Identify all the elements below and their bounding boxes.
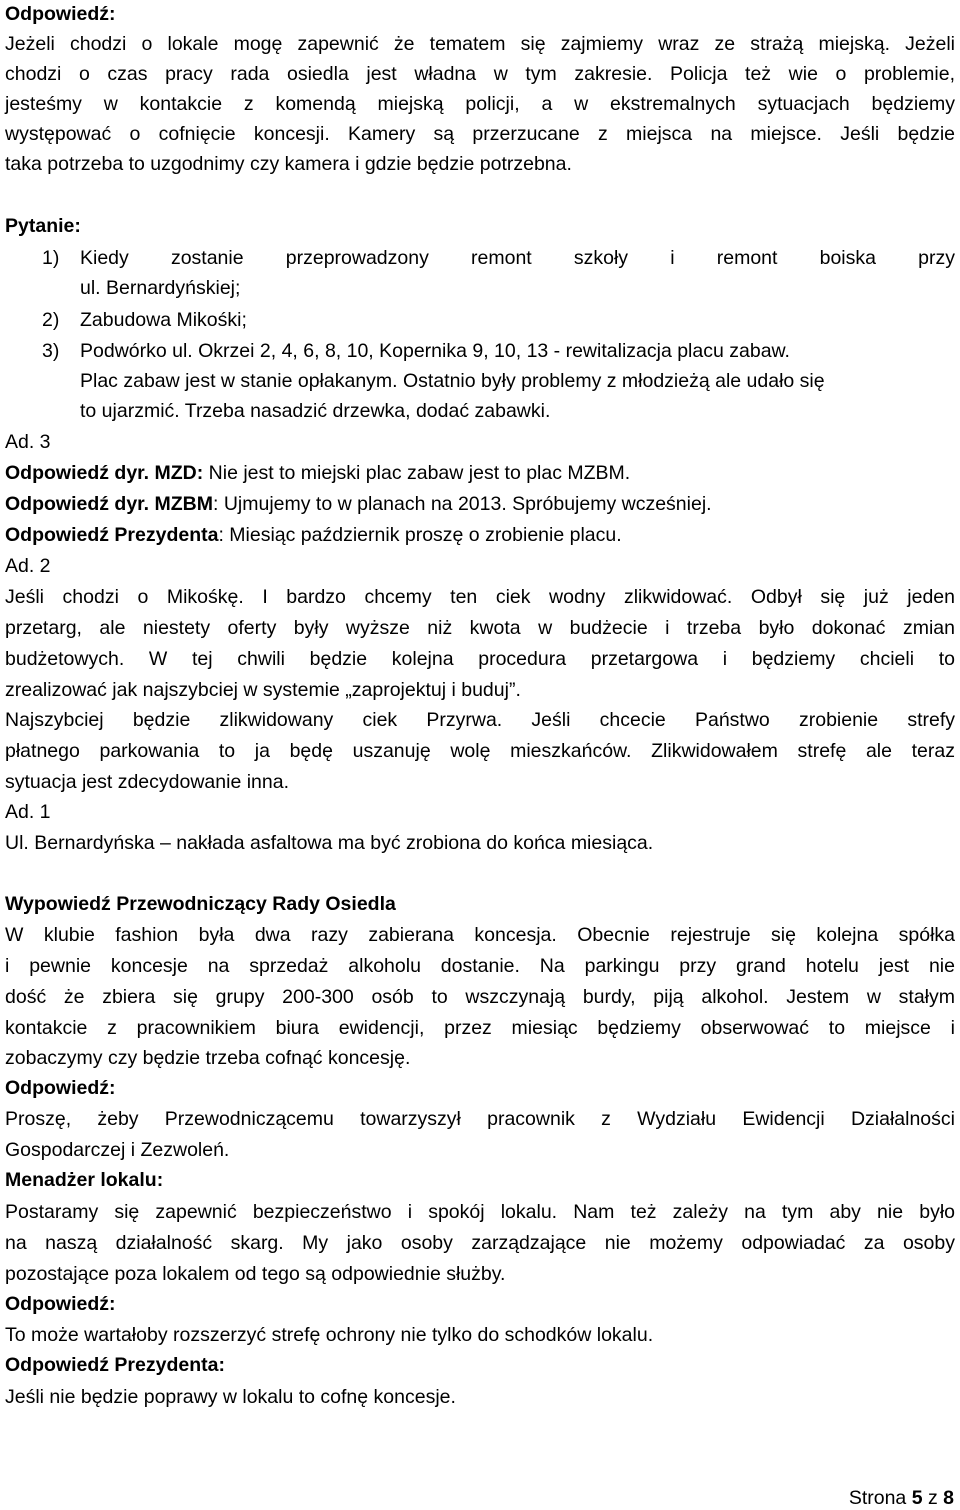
paragraph-line: płatnego parkowania to ja będę uszanuję wolę mieszkańców. Zlikwidowałem strefę ale teraz bbox=[5, 740, 955, 762]
page-number bbox=[849, 1486, 954, 1510]
paragraph-line: pozostające poza lokalem od tego są odpowiednie służby. bbox=[5, 1263, 506, 1285]
paragraph-line: zrealizować jak najszybciej w systemie „zaprojektuj i buduj”. bbox=[5, 679, 521, 701]
paragraph-line: występować o cofnięcie koncesji. Kamery są przerzucane z miejsca na miejsce. Jeśli będzie bbox=[5, 123, 955, 145]
paragraph-line: jesteśmy w kontakcie z komendą miejską policji, a w ekstremalnych sytuacjach będziemy bbox=[5, 93, 955, 115]
answer-label: Odpowiedź: bbox=[5, 1077, 116, 1099]
paragraph-line: To może wartałoby rozszerzyć strefę ochrony nie tylko do schodków lokalu. bbox=[5, 1324, 654, 1346]
paragraph-line: budżetowych. W tej chwili będzie kolejna procedura przetargowa i będziemy chcieli to bbox=[5, 648, 955, 670]
paragraph-line: Jeżeli chodzi o lokale mogę zapewnić że tematem się zajmiemy wraz ze strażą miejską. Jeżeli bbox=[5, 33, 955, 55]
section-marker: Ad. 1 bbox=[5, 801, 51, 823]
current-page: 5 bbox=[911, 1487, 923, 1509]
list-item-continuation: ul. Bernardyńskiej; bbox=[80, 277, 241, 299]
page-number-text: Strona bbox=[848, 1487, 912, 1509]
list-number: 1) bbox=[42, 247, 60, 269]
list-number: 3) bbox=[42, 340, 60, 362]
paragraph-line: W klubie fashion była dwa razy zabierana koncesja. Obecnie rejestruje się kolejna spółka bbox=[5, 924, 955, 946]
section-heading: Wypowiedź Przewodniczący Rady Osiedla bbox=[5, 893, 396, 915]
president-answer-label: Odpowiedź Prezydenta bbox=[5, 524, 219, 546]
total-pages: 8 bbox=[943, 1487, 954, 1509]
list-item-continuation: to ujarzmić. Trzeba nasadzić drzewka, dodać zabawki. bbox=[80, 400, 551, 422]
list-item: Podwórko ul. Okrzei 2, 4, 6, 8, 10, Kopernika 9, 10, 13 - rewitalizacja placu zabaw. bbox=[80, 340, 790, 362]
answer-label: Odpowiedź: bbox=[5, 3, 116, 25]
president-answer-label: Odpowiedź Prezydenta: bbox=[5, 1354, 225, 1376]
paragraph-line: dość że zbiera się grupy 200-300 osób to wszczynają burdy, piją alkohol. Jestem w stałym bbox=[5, 986, 955, 1008]
mzd-answer-text: Nie jest to miejski plac zabaw jest to plac MZBM. bbox=[203, 462, 631, 484]
paragraph-line: Jeśli chodzi o Mikośkę. I bardzo chcemy ten ciek wodny zlikwidować. Odbył się już jeden bbox=[5, 586, 955, 608]
question-label: Pytanie: bbox=[5, 215, 81, 237]
paragraph-line: taka potrzeba to uzgodnimy czy kamera i gdzie będzie potrzebna. bbox=[5, 153, 572, 175]
mzbm-answer bbox=[5, 492, 955, 516]
list-item-continuation: Plac zabaw jest w stanie opłakanym. Ostatnio były problemy z młodzieżą ale udało się bbox=[80, 370, 825, 392]
paragraph-line: zobaczymy czy będzie trzeba cofnąć koncesję. bbox=[5, 1047, 411, 1069]
paragraph-line: Najszybciej będzie zlikwidowany ciek Przyrwa. Jeśli chcecie Państwo zrobienie strefy bbox=[5, 709, 955, 731]
president-answer-text: : Miesiąc październik proszę o zrobienie placu. bbox=[218, 524, 622, 546]
section-marker: Ad. 3 bbox=[5, 431, 51, 453]
president-answer bbox=[5, 523, 955, 547]
mzd-answer bbox=[5, 461, 955, 485]
paragraph-line: kontakcie z pracownikiem biura ewidencji, przez miesiąc będziemy obserwować to miejsce i bbox=[5, 1017, 955, 1039]
paragraph-line: sytuacja jest zdecydowanie inna. bbox=[5, 771, 289, 793]
mzbm-answer-text: : Ujmujemy to w planach na 2013. Spróbujemy wcześniej. bbox=[213, 493, 712, 515]
page-number-sep: z bbox=[922, 1487, 944, 1509]
paragraph-line: Ul. Bernardyńska – nakłada asfaltowa ma być zrobiona do końca miesiąca. bbox=[5, 832, 654, 854]
list-item: Kiedy zostanie przeprowadzony remont szkoły i remont boiska przy bbox=[80, 247, 955, 269]
section-marker: Ad. 2 bbox=[5, 555, 51, 577]
paragraph-line: Gospodarczej i Zezwoleń. bbox=[5, 1139, 230, 1161]
paragraph-line: Postaramy się zapewnić bezpieczeństwo i spokój lokalu. Nam też zależy na tym aby nie było bbox=[5, 1201, 955, 1223]
list-item: Zabudowa Mikośki; bbox=[80, 309, 247, 331]
mzd-answer-label: Odpowiedź dyr. MZD: bbox=[5, 462, 204, 484]
paragraph-line: na naszą działalność skarg. My jako osoby zarządzające nie możemy odpowiadać za osoby bbox=[5, 1232, 955, 1254]
manager-label: Menadżer lokalu: bbox=[5, 1169, 164, 1191]
paragraph-line: przetarg, ale niestety oferty były wyższe niż kwota w budżecie i trzeba było dokonać zmian bbox=[5, 617, 955, 639]
paragraph-line: chodzi o czas pracy rada osiedla jest władna w tym zakresie. Policja też wie o problemie, bbox=[5, 63, 955, 85]
paragraph-line: Proszę, żeby Przewodniczącemu towarzyszył pracownik z Wydziału Ewidencji Działalności bbox=[5, 1108, 955, 1130]
answer-label: Odpowiedź: bbox=[5, 1293, 116, 1315]
list-number: 2) bbox=[42, 309, 60, 331]
paragraph-line: Jeśli nie będzie poprawy w lokalu to cofnę koncesje. bbox=[5, 1386, 456, 1408]
paragraph-line: i pewnie koncesje na sprzedaż alkoholu dostanie. Na parkingu przy grand hotelu jest nie bbox=[5, 955, 955, 977]
mzbm-answer-label: Odpowiedź dyr. MZBM bbox=[5, 493, 213, 515]
